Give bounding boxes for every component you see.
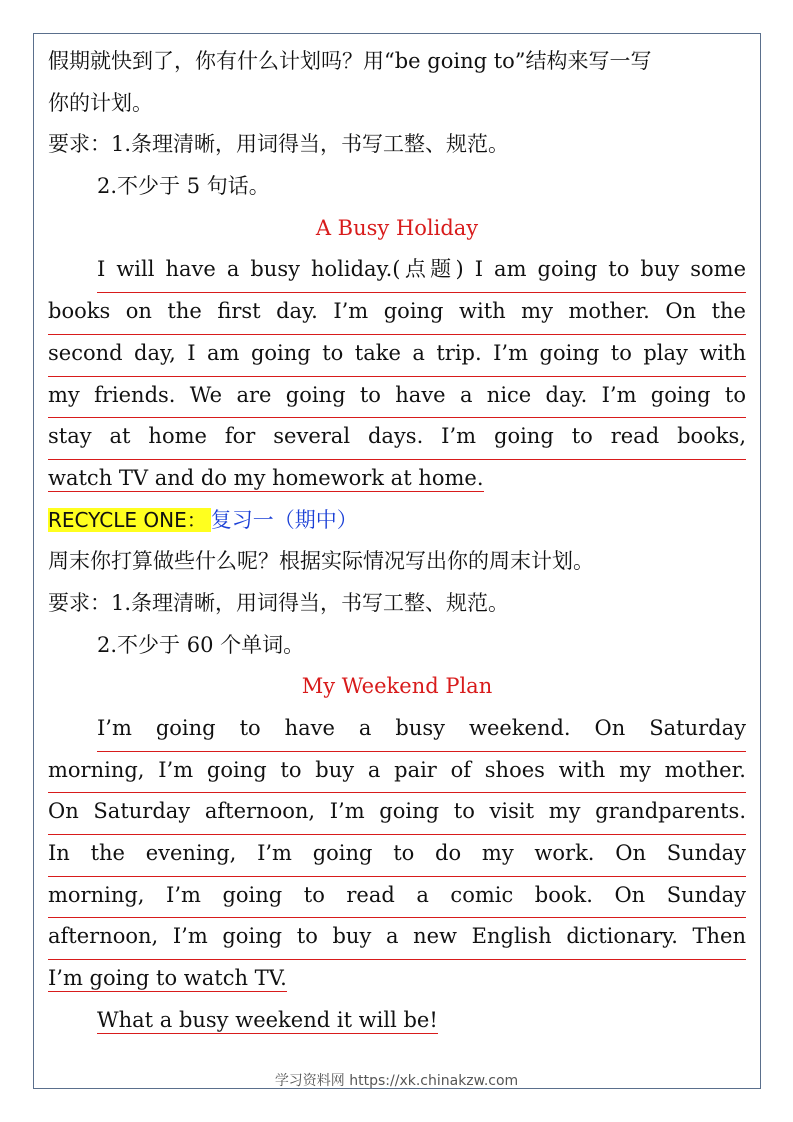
essay-line — [48, 333, 746, 375]
essay-line — [48, 291, 746, 333]
requirement-2: 2.不少于 60 个单词。 — [97, 632, 305, 657]
essay-line — [48, 249, 746, 291]
prompt-line: 周末你打算做些什么呢？根据实际情况写出你的周末计划。 — [48, 549, 594, 574]
essay-line-text: I will have a busy holiday.(点题) I am going to buy some — [97, 249, 746, 293]
essay-line — [48, 416, 746, 458]
section-header — [48, 500, 746, 542]
essay-line-text: my friends. We are going to have a nice day. I’m going to — [48, 375, 746, 419]
requirement-1: 要求：1.条理清晰，用词得当，书写工整、规范。 — [48, 590, 510, 615]
essay-line — [48, 791, 746, 833]
essay-line-text: On Saturday afternoon, I’m going to visit my grandparents. — [48, 791, 746, 835]
prompt-line-1: 假期就快到了，你有什么计划吗？用“be going to”结构来写一写 — [48, 49, 652, 73]
essay-line — [48, 375, 746, 417]
essay-closing-text: What a busy weekend it will be! — [97, 1007, 438, 1032]
requirement-2: 2.不少于 5 句话。 — [97, 174, 270, 199]
essay-line-text: I’m going to watch TV. — [48, 966, 287, 991]
essay-line-text: In the evening, I’m going to do my work. On Sunday — [48, 833, 746, 877]
prompt-line-2: 你的计划。 — [48, 90, 153, 115]
essay-line — [48, 833, 746, 875]
essay-title-holiday: A Busy Holiday — [315, 215, 479, 240]
essay-line — [48, 958, 746, 1000]
essay-line-text: morning, I’m going to buy a pair of shoes with my mother. — [48, 750, 746, 794]
essay-closing — [48, 1000, 746, 1042]
essay-line-text: watch TV and do my homework at home. — [48, 465, 484, 490]
essay-line-text: I’m going to have a busy weekend. On Saturday — [97, 708, 746, 752]
document-content — [48, 41, 746, 1042]
essay-line — [48, 458, 746, 500]
essay-line — [48, 875, 746, 917]
essay-line — [48, 750, 746, 792]
requirement-1: 要求：1.条理清晰，用词得当，书写工整、规范。 — [48, 132, 510, 157]
essay-line-text: morning, I’m going to read a comic book. On Sunday — [48, 875, 746, 919]
recycle-label: RECYCLE ONE： — [48, 508, 211, 532]
essay-line-text: second day, I am going to take a trip. I’m going to play with — [48, 333, 746, 377]
essay-line-text: stay at home for several days. I’m going to read books, — [48, 416, 746, 460]
essay-title-weekend: My Weekend Plan — [301, 674, 493, 699]
essay-line-text: afternoon, I’m going to buy a new English dictionary. Then — [48, 916, 746, 960]
essay-line-text: books on the first day. I’m going with my mother. On the — [48, 291, 746, 335]
recycle-label-cn: 复习一（期中） — [210, 507, 358, 532]
footer-watermark: 学习资料网 https://xk.chinakzw.com — [274, 1073, 519, 1089]
essay-line — [48, 708, 746, 750]
essay-line — [48, 916, 746, 958]
